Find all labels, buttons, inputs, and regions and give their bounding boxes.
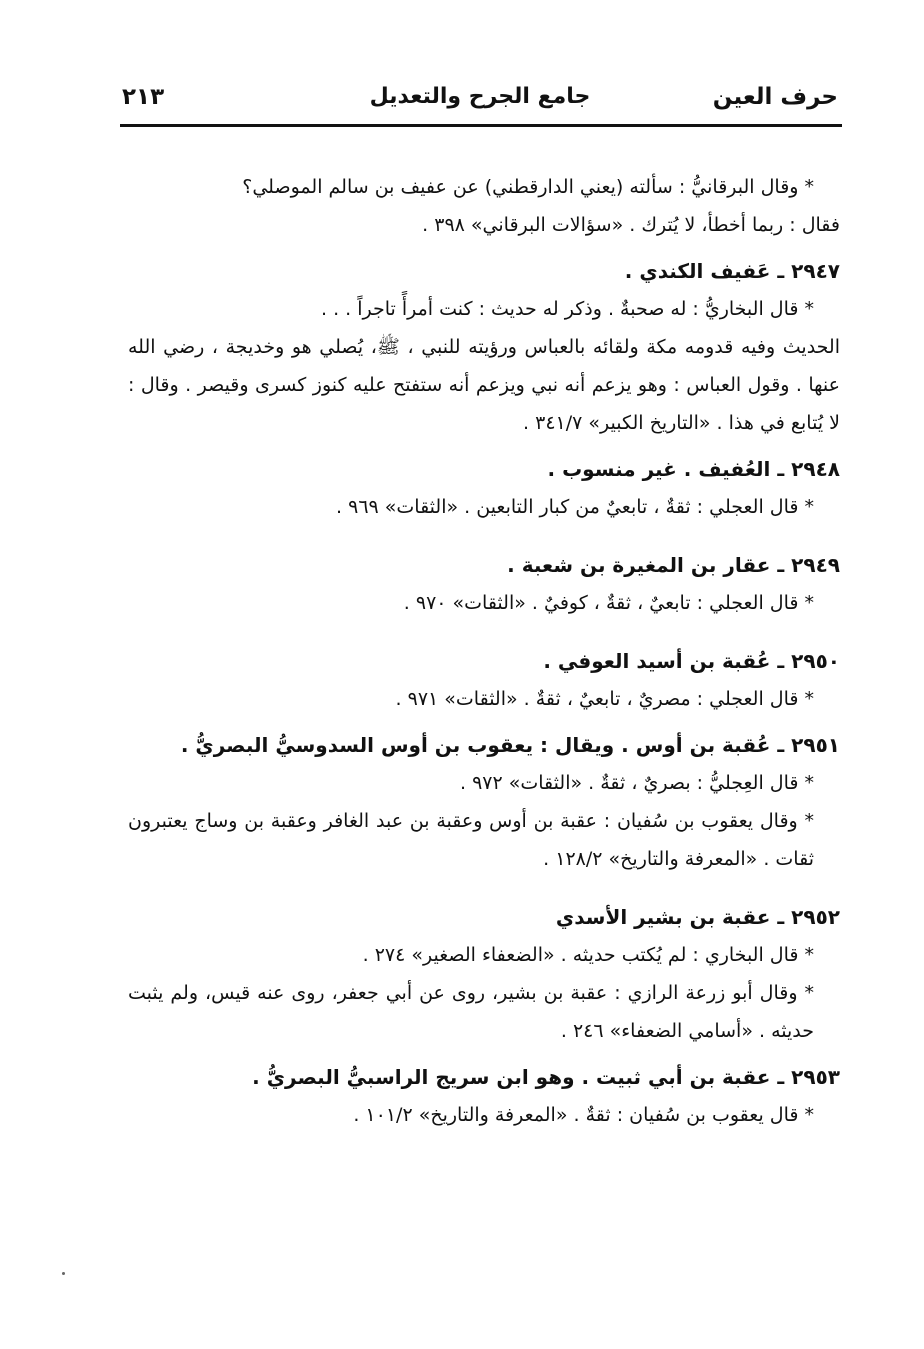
entry-note: * قال العِجليُّ : بصريٌ ، ثقةٌ . «الثقات» ٩٧٢ . bbox=[460, 772, 814, 794]
entry-2953 bbox=[128, 1058, 840, 1134]
entry-note: * وقال أبو زرعة الرازي : عقبة بن بشير، روى عن أبي جعفر، روى عنه قيس، ولم يثبت حديثه . «أسامي الضعفاء» ٢٤٦ . bbox=[128, 982, 814, 1042]
entry-heading: ٢٩٥٢ ـ عقبة بن بشير الأسدي bbox=[555, 905, 840, 929]
book-title: جامع الجرح والتعديل bbox=[369, 84, 591, 109]
entry-note: * قال البخاريُّ : له صحبةٌ . وذكر له حديث : كنت أمرأً تاجراً . . . bbox=[320, 298, 814, 320]
page-number: ٢١٣ bbox=[122, 84, 165, 110]
entry-note: * قال العجلي : ثقةٌ ، تابعيٌ من كبار التابعين . «الثقات» ٩٦٩ . bbox=[336, 496, 814, 518]
page-body bbox=[128, 168, 840, 1134]
intro-line: فقال : ربما أخطأ، لا يُترك . «سؤالات البرقاني» ٣٩٨ . bbox=[422, 214, 840, 236]
entry-2951 bbox=[128, 726, 840, 878]
entry-heading: ٢٩٤٩ ـ عقار بن المغيرة بن شعبة . bbox=[507, 553, 840, 577]
page-header bbox=[122, 84, 838, 120]
entry-2949 bbox=[128, 546, 840, 622]
entry-heading: ٢٩٥٠ ـ عُقبة بن أسيد العوفي . bbox=[543, 649, 840, 673]
intro-line: * وقال البرقانيُّ : سألته (يعني الدارقطني) عن عفيف بن سالم الموصلي؟ bbox=[242, 176, 814, 198]
entry-heading: ٢٩٤٧ ـ عَفيف الكندي . bbox=[624, 259, 840, 283]
entry-heading: ٢٩٥٣ ـ عقبة بن أبي ثبيت . وهو ابن سريج الراسبيُّ البصريُّ . bbox=[252, 1065, 840, 1089]
entry-note: * قال البخاري : لم يُكتب حديثه . «الضعفاء الصغير» ٢٧٤ . bbox=[362, 944, 814, 966]
entry-note: * قال العجلي : مصريٌ ، تابعيٌ ، ثقةٌ . «الثقات» ٩٧١ . bbox=[395, 688, 814, 710]
entry-heading: ٢٩٤٨ ـ العُفيف . غير منسوب . bbox=[547, 457, 840, 481]
entry-note: الحديث وفيه قدومه مكة ولقائه بالعباس ورؤيته للنبي ، ﷺ، يُصلي هو وخديجة ، رضي الله عنها . وقول العباس : وهو يزعم أنه نبي ويزعم أنه ستفتح عليه كنوز كسرى وقيصر . وقال : لا يُتابع في هذا . «التاريخ الكبير» ٣٤١/٧ . bbox=[128, 336, 840, 434]
intro-block bbox=[128, 168, 840, 244]
header-rule bbox=[120, 124, 842, 127]
entry-note: * قال العجلي : تابعيٌ ، ثقةٌ ، كوفيٌ . «الثقات» ٩٧٠ . bbox=[403, 592, 814, 614]
entry-2950 bbox=[128, 642, 840, 718]
chapter-title: حرف العين bbox=[712, 84, 838, 110]
entry-note: * قال يعقوب بن سُفيان : ثقةٌ . «المعرفة والتاريخ» ١٠١/٢ . bbox=[353, 1104, 814, 1126]
entry-heading: ٢٩٥١ ـ عُقبة بن أوس . ويقال : يعقوب بن أوس السدوسيُّ البصريُّ . bbox=[180, 733, 840, 757]
entry-2952 bbox=[128, 898, 840, 1050]
entry-2947 bbox=[128, 252, 840, 442]
scan-speck bbox=[62, 1272, 65, 1275]
entry-2948 bbox=[128, 450, 840, 526]
entry-note: * وقال يعقوب بن سُفيان : عقبة بن أوس وعقبة بن عبد الغافر وعقبة بن وساج يعتبرون ثقات . «المعرفة والتاريخ» ١٢٨/٢ . bbox=[128, 810, 814, 870]
